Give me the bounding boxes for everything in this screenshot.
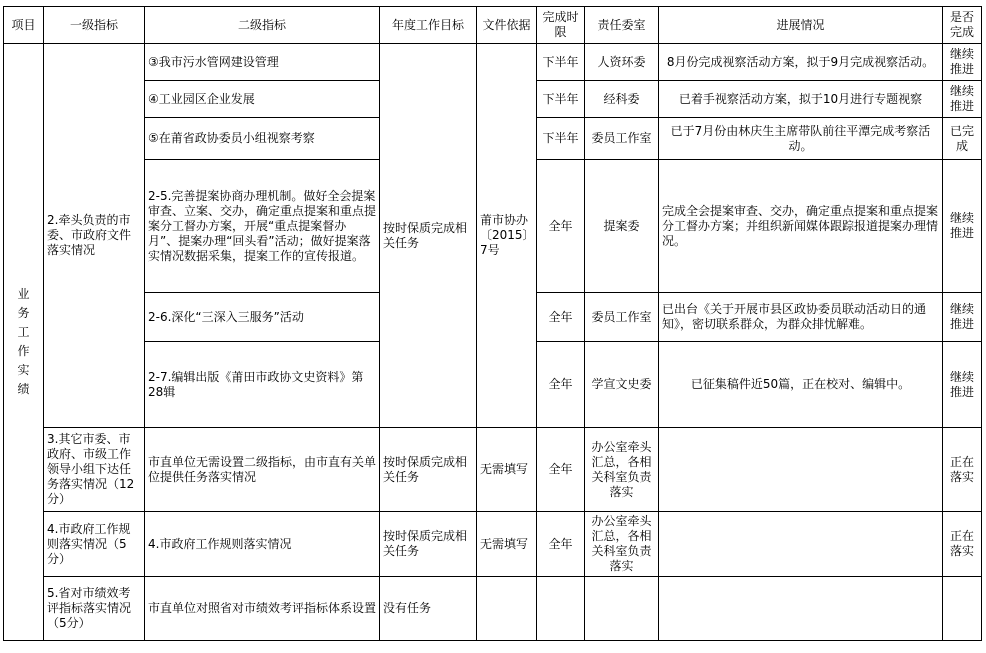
level2-cell: ⑤在莆省政协委员小组视察考察 [145, 118, 380, 160]
progress-cell: 已出台《关于开展市县区政协委员联动活动日的通知》，密切联系群众，为群众排忧解难。 [659, 293, 943, 342]
header-annual-target: 年度工作目标 [380, 7, 477, 44]
level2-cell: 4.市政府工作规则落实情况 [145, 512, 380, 577]
table-row [4, 428, 982, 512]
committee-cell: 学宣文史委 [585, 342, 659, 428]
basis-cell: 无需填写 [477, 512, 537, 577]
deadline-cell: 全年 [537, 160, 585, 293]
status-cell [943, 577, 982, 641]
committee-cell: 人资环委 [585, 44, 659, 81]
status-cell: 正在落实 [943, 428, 982, 512]
progress-cell: 完成全会提案审查、交办，确定重点提案和重点提案分工督办方案；并组织新闻媒体跟踪报道提案办理情况。 [659, 160, 943, 293]
deadline-cell: 全年 [537, 342, 585, 428]
level1-cell: 3.其它市委、市政府、市级工作领导小组下达任务落实情况（12分） [44, 428, 145, 512]
deadline-cell: 全年 [537, 293, 585, 342]
status-cell: 继续推进 [943, 342, 982, 428]
annual-target-cell: 按时保质完成相关任务 [380, 44, 477, 428]
annual-target-cell: 按时保质完成相关任务 [380, 428, 477, 512]
level2-cell: ④工业园区企业发展 [145, 81, 380, 118]
deadline-cell: 全年 [537, 428, 585, 512]
progress-cell: 已于7月份由林庆生主席带队前往平潭完成考察活动。 [659, 118, 943, 160]
header-item: 项目 [4, 7, 44, 44]
header-progress: 进展情况 [659, 7, 943, 44]
committee-cell: 委员工作室 [585, 118, 659, 160]
status-cell: 继续推进 [943, 293, 982, 342]
status-cell: 正在落实 [943, 512, 982, 577]
header-row [4, 7, 982, 44]
level2-cell: 2-6.深化“三深入三服务”活动 [145, 293, 380, 342]
table-row [4, 577, 982, 641]
header-level2: 二级指标 [145, 7, 380, 44]
deadline-cell: 全年 [537, 512, 585, 577]
level1-cell: 5.省对市绩效考评指标落实情况（5分） [44, 577, 145, 641]
annual-target-cell: 没有任务 [380, 577, 477, 641]
status-cell: 继续推进 [943, 81, 982, 118]
progress-cell: 已着手视察活动方案，拟于10月进行专题视察 [659, 81, 943, 118]
progress-cell: 8月份完成视察活动方案，拟于9月完成视察活动。 [659, 44, 943, 81]
progress-cell [659, 512, 943, 577]
level2-cell: 市直单位对照省对市绩效考评指标体系设置 [145, 577, 380, 641]
header-deadline: 完成时限 [537, 7, 585, 44]
table-row [4, 512, 982, 577]
annual-target-cell: 按时保质完成相关任务 [380, 512, 477, 577]
level1-cell: 2.牵头负责的市委、市政府文件落实情况 [44, 44, 145, 428]
progress-cell [659, 428, 943, 512]
committee-cell: 提案委 [585, 160, 659, 293]
progress-cell: 已征集稿件近50篇，正在校对、编辑中。 [659, 342, 943, 428]
committee-cell: 办公室牵头汇总，各相关科室负责落实 [585, 428, 659, 512]
header-level1: 一级指标 [44, 7, 145, 44]
committee-cell: 办公室牵头汇总，各相关科室负责落实 [585, 512, 659, 577]
progress-cell [659, 577, 943, 641]
header-done: 是否完成 [943, 7, 982, 44]
task-table [3, 6, 982, 641]
status-cell: 继续推进 [943, 44, 982, 81]
level1-cell: 4.市政府工作规则落实情况（5分） [44, 512, 145, 577]
category-cell: 业务工作实绩 [4, 44, 44, 641]
basis-cell: 莆市协办〔2015〕7号 [477, 44, 537, 428]
committee-cell: 委员工作室 [585, 293, 659, 342]
committee-cell [585, 577, 659, 641]
basis-cell: 无需填写 [477, 428, 537, 512]
level2-cell: 2-5.完善提案协商办理机制。做好全会提案审查、立案、交办，确定重点提案和重点提案分工督办方案，开展“重点提案督办月”、提案办理“回头看”活动；做好提案落实情况数据采集，提案工作的宣传报道。 [145, 160, 380, 293]
level2-cell: 2-7.编辑出版《莆田市政协文史资料》第28辑 [145, 342, 380, 428]
status-cell: 继续推进 [943, 160, 982, 293]
level2-cell: ③我市污水管网建设管理 [145, 44, 380, 81]
committee-cell: 经科委 [585, 81, 659, 118]
deadline-cell [537, 577, 585, 641]
deadline-cell: 下半年 [537, 44, 585, 81]
deadline-cell: 下半年 [537, 81, 585, 118]
basis-cell [477, 577, 537, 641]
header-committee: 责任委室 [585, 7, 659, 44]
table-row [4, 44, 982, 81]
deadline-cell: 下半年 [537, 118, 585, 160]
level2-cell: 市直单位无需设置二级指标，由市直有关单位提供任务落实情况 [145, 428, 380, 512]
status-cell: 已完成 [943, 118, 982, 160]
header-basis: 文件依据 [477, 7, 537, 44]
